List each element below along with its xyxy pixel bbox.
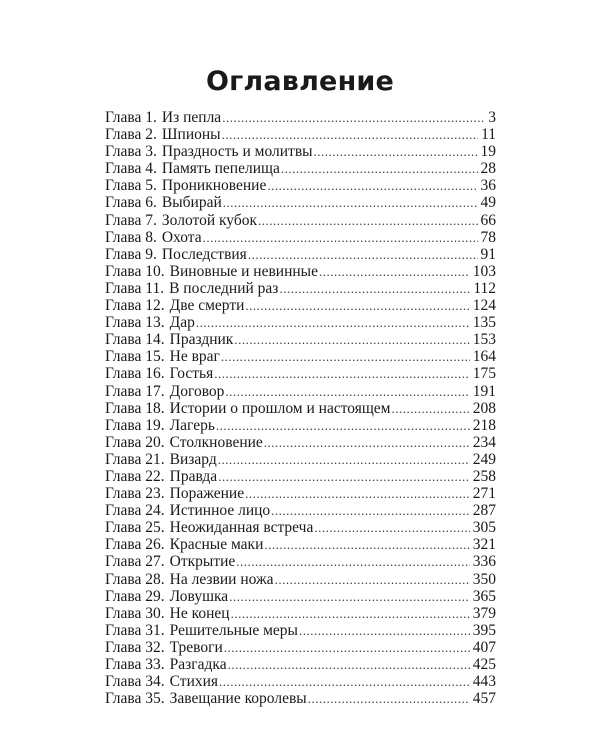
- toc-entry: [105, 656, 496, 673]
- page-number: 175: [472, 365, 496, 383]
- chapter-number: Глава 1.: [105, 109, 157, 126]
- dot-leader: [281, 160, 478, 177]
- chapter-title: Правда: [169, 467, 218, 485]
- dot-leader: [245, 297, 469, 314]
- chapter-number: Глава 14.: [105, 331, 165, 349]
- chapter-number: Глава 33.: [105, 656, 165, 673]
- page-number: 78: [480, 228, 496, 246]
- chapter-title: Лагерь: [169, 416, 215, 434]
- chapter-title: Тревоги: [169, 638, 223, 656]
- chapter-number: Глава 26.: [105, 536, 165, 554]
- dot-leader: [223, 194, 478, 211]
- page-number: 153: [472, 331, 496, 349]
- chapter-title: Золотой кубок: [161, 211, 258, 229]
- chapter-number: Глава 12.: [105, 297, 165, 315]
- dot-leader: [279, 280, 470, 297]
- dot-leader: [221, 348, 470, 365]
- chapter-title: Ловушка: [169, 587, 229, 605]
- page-number: 103: [472, 262, 496, 280]
- chapter-title: Выбирай: [161, 194, 222, 212]
- toc-entry: [105, 536, 496, 553]
- chapter-title: Две смерти: [169, 297, 245, 315]
- page-number: 457: [472, 690, 496, 708]
- chapter-number: Глава 2.: [105, 126, 157, 144]
- toc-entry: [105, 588, 496, 605]
- toc-entry: [105, 690, 496, 707]
- dot-leader: [319, 263, 470, 280]
- chapter-number: Глава 18.: [105, 399, 165, 417]
- chapter-title: На лезвии ножа: [169, 570, 274, 588]
- page-number: 271: [472, 485, 496, 503]
- chapter-title: Память пепелища: [161, 160, 280, 178]
- toc-entry: [105, 280, 496, 297]
- chapter-title: Истории о прошлом и настоящем: [169, 399, 391, 417]
- chapter-title: Договор: [169, 382, 225, 400]
- chapter-title: Разгадка: [169, 656, 227, 673]
- page-number: 164: [472, 348, 496, 366]
- chapter-title: Истинное лицо: [169, 502, 271, 520]
- page-number: 28: [480, 160, 496, 178]
- dot-leader: [275, 571, 470, 588]
- chapter-title: Неожиданная встреча: [169, 519, 314, 537]
- dot-leader: [231, 605, 470, 622]
- toc-entry: [105, 194, 496, 211]
- chapter-title: Не конец: [169, 604, 230, 622]
- toc-entry: [105, 571, 496, 588]
- page-number: 191: [472, 382, 496, 400]
- toc-entry: [105, 451, 496, 468]
- dot-leader: [222, 109, 485, 126]
- chapter-title: Открытие: [169, 553, 236, 571]
- page-number: 112: [473, 279, 496, 297]
- page-number: 395: [472, 621, 496, 639]
- toc-entry: [105, 314, 496, 331]
- page-number: 350: [472, 570, 496, 588]
- chapter-number: Глава 7.: [105, 211, 157, 229]
- toc-entry: [105, 143, 496, 160]
- toc-entry: [105, 434, 496, 451]
- page-number: 208: [472, 399, 496, 417]
- chapter-number: Глава 30.: [105, 604, 165, 622]
- toc-entry: [105, 160, 496, 177]
- chapter-number: Глава 28.: [105, 570, 165, 588]
- chapter-number: Глава 25.: [105, 519, 165, 537]
- chapter-number: Глава 13.: [105, 314, 165, 332]
- toc-entry: [105, 365, 496, 382]
- dot-leader: [214, 365, 470, 382]
- dot-leader: [271, 502, 470, 519]
- chapter-number: Глава 32.: [105, 638, 165, 656]
- page-number: 249: [472, 450, 496, 468]
- page-number: 287: [472, 502, 496, 520]
- toc-entry: [105, 400, 496, 417]
- chapter-title: Гостья: [169, 365, 214, 383]
- dot-leader: [258, 212, 477, 229]
- dot-leader: [219, 673, 470, 690]
- chapter-number: Глава 21.: [105, 450, 165, 468]
- dot-leader: [224, 639, 470, 656]
- page-number: 234: [472, 433, 496, 451]
- toc-entry: [105, 177, 496, 194]
- chapter-number: Глава 22.: [105, 467, 165, 485]
- page-number: 365: [472, 587, 496, 605]
- chapter-title: Последствия: [161, 245, 247, 263]
- dot-leader: [308, 690, 470, 707]
- page-number: 321: [472, 536, 496, 554]
- chapter-title: Охота: [161, 228, 202, 246]
- toc-entry: [105, 622, 496, 639]
- toc-entry: [105, 297, 496, 314]
- chapter-number: Глава 3.: [105, 143, 157, 161]
- toc-entry: [105, 673, 496, 690]
- chapter-title: Решительные меры: [169, 621, 298, 639]
- dot-leader: [218, 451, 470, 468]
- chapter-title: Из пепла: [161, 109, 222, 126]
- chapter-title: Поражение: [169, 485, 245, 503]
- page-title: Оглавление: [205, 66, 395, 97]
- page-number: 135: [472, 314, 496, 332]
- page-number: 443: [472, 673, 496, 691]
- toc-entry: [105, 519, 496, 536]
- toc-entry: [105, 348, 496, 365]
- chapter-title: Виновные и невинные: [169, 262, 318, 280]
- toc-entry: [105, 212, 496, 229]
- table-of-contents: [105, 109, 496, 707]
- chapter-title: Праздность и молитвы: [161, 143, 313, 161]
- chapter-title: Стихия: [169, 673, 219, 691]
- page-number: 305: [472, 519, 496, 537]
- dot-leader: [228, 656, 470, 673]
- chapter-title: Красные маки: [169, 536, 264, 554]
- toc-entry: [105, 331, 496, 348]
- dot-leader: [245, 485, 470, 502]
- chapter-number: Глава 5.: [105, 177, 157, 195]
- toc-entry: [105, 383, 496, 400]
- chapter-number: Глава 34.: [105, 673, 165, 691]
- page-number: 91: [480, 245, 496, 263]
- page-number: 258: [472, 467, 496, 485]
- chapter-number: Глава 16.: [105, 365, 165, 383]
- dot-leader: [267, 177, 477, 194]
- page-number: 3: [488, 109, 496, 126]
- toc-entry: [105, 553, 496, 570]
- chapter-number: Глава 10.: [105, 262, 165, 280]
- toc-entry: [105, 263, 496, 280]
- toc-entry: [105, 502, 496, 519]
- dot-leader: [203, 229, 478, 246]
- chapter-number: Глава 9.: [105, 245, 157, 263]
- page-number: 36: [480, 177, 496, 195]
- chapter-number: Глава 6.: [105, 194, 157, 212]
- toc-entry: [105, 229, 496, 246]
- toc-entry: [105, 126, 496, 143]
- page-number: 49: [480, 194, 496, 212]
- chapter-title: Не враг: [169, 348, 220, 366]
- chapter-number: Глава 23.: [105, 485, 165, 503]
- page-number: 66: [480, 211, 496, 229]
- toc-entry: [105, 468, 496, 485]
- chapter-title: Столкновение: [169, 433, 263, 451]
- chapter-number: Глава 8.: [105, 228, 157, 246]
- toc-entry: [105, 639, 496, 656]
- chapter-number: Глава 15.: [105, 348, 165, 366]
- chapter-number: Глава 35.: [105, 690, 165, 708]
- dot-leader: [264, 434, 470, 451]
- dot-leader: [264, 536, 469, 553]
- chapter-title: Проникновение: [161, 177, 267, 195]
- toc-entry: [105, 605, 496, 622]
- dot-leader: [299, 622, 470, 639]
- page-number: 336: [472, 553, 496, 571]
- chapter-number: Глава 29.: [105, 587, 165, 605]
- page-number: 425: [472, 656, 496, 673]
- toc-entry: [105, 109, 496, 126]
- dot-leader: [248, 246, 478, 263]
- page-number: 218: [472, 416, 496, 434]
- chapter-number: Глава 27.: [105, 553, 165, 571]
- dot-leader: [225, 383, 469, 400]
- chapter-number: Глава 24.: [105, 502, 165, 520]
- page-number: 407: [472, 638, 496, 656]
- dot-leader: [236, 553, 469, 570]
- toc-entry: [105, 246, 496, 263]
- dot-leader: [234, 331, 469, 348]
- chapter-number: Глава 17.: [105, 382, 165, 400]
- dot-leader: [229, 588, 470, 605]
- chapter-number: Глава 20.: [105, 433, 165, 451]
- chapter-number: Глава 4.: [105, 160, 157, 178]
- toc-entry: [105, 417, 496, 434]
- chapter-title: Дар: [169, 314, 195, 332]
- toc-entry: [105, 485, 496, 502]
- chapter-number: Глава 11.: [105, 279, 165, 297]
- dot-leader: [314, 519, 469, 536]
- chapter-title: Завещание королевы: [169, 690, 307, 708]
- dot-leader: [216, 417, 470, 434]
- chapter-title: Праздник: [169, 331, 234, 349]
- page-number: 11: [481, 126, 496, 144]
- dot-leader: [222, 126, 478, 143]
- chapter-number: Глава 19.: [105, 416, 165, 434]
- chapter-title: Визард: [169, 450, 217, 468]
- page-number: 379: [472, 604, 496, 622]
- page-number: 19: [480, 143, 496, 161]
- chapter-title: Шпионы: [161, 126, 221, 144]
- dot-leader: [314, 143, 478, 160]
- page-number: 124: [472, 297, 496, 315]
- chapter-number: Глава 31.: [105, 621, 165, 639]
- dot-leader: [196, 314, 470, 331]
- chapter-title: В последний раз: [169, 279, 279, 297]
- dot-leader: [218, 468, 470, 485]
- dot-leader: [392, 400, 470, 417]
